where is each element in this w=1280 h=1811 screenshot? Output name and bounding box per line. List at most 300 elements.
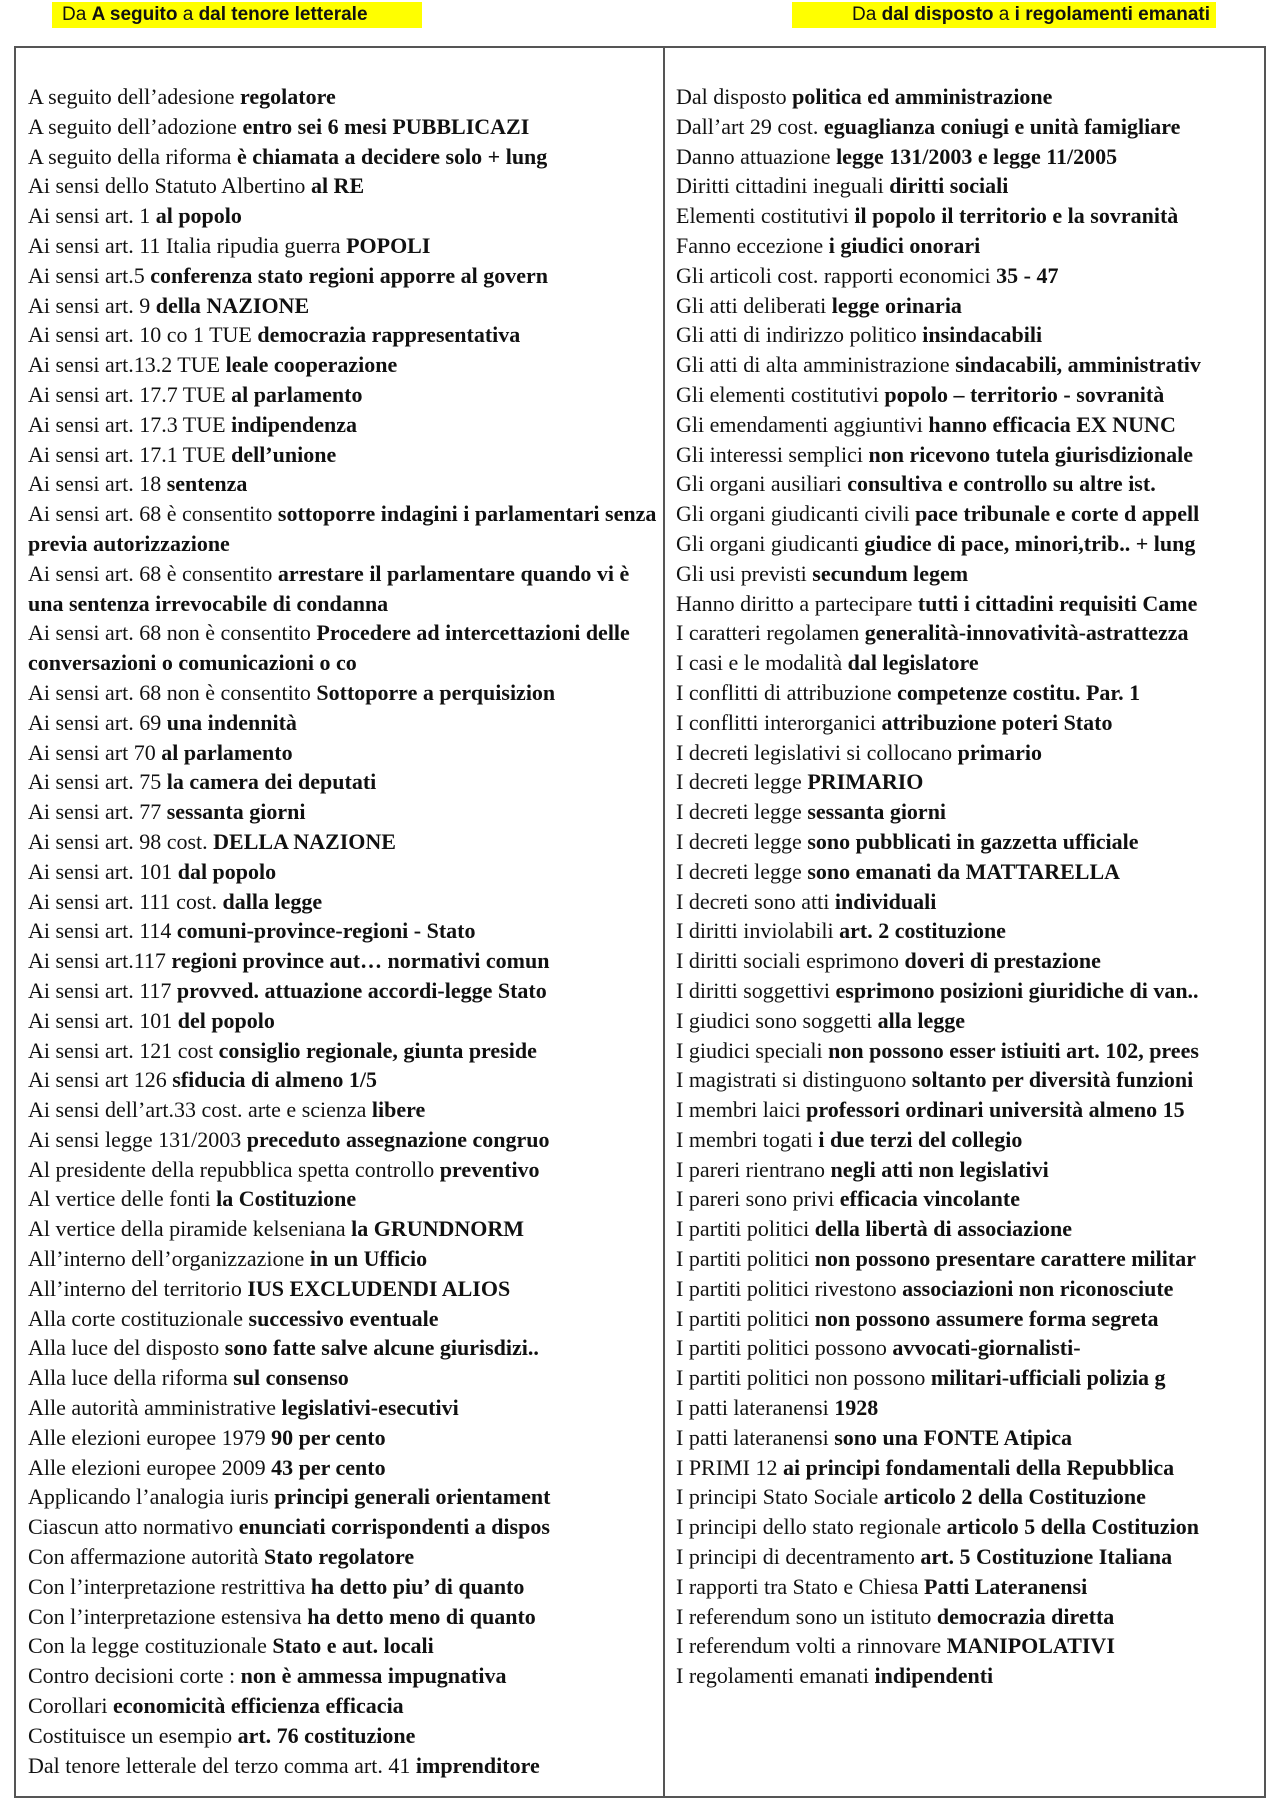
header-range-right: [792, 2, 1216, 28]
entry-row: [28, 82, 658, 112]
entry-question: I diritti inviolabili: [676, 918, 840, 944]
entry-row: [676, 1006, 1264, 1036]
entry-answer: diritti sociali: [889, 173, 1009, 199]
entry-answer: in un Ufficio: [309, 1246, 428, 1272]
entry-row: [28, 946, 658, 976]
entry-question: I referendum sono un istituto: [676, 1603, 937, 1629]
entry-question: Gli elementi costitutivi: [676, 381, 885, 407]
entry-row: [28, 1006, 658, 1036]
entry-answer: comuni-province-regioni - Stato: [176, 918, 476, 944]
entry-row: [676, 857, 1264, 887]
entry-question: Gli usi previsti: [676, 560, 813, 586]
entry-answer: articolo 5 della Costituzion: [946, 1514, 1200, 1540]
entry-question: A seguito dell’adesione: [28, 84, 241, 109]
entry-answer: sfiducia di almeno 1/5: [172, 1067, 377, 1093]
entry-answer: una indennità: [166, 709, 297, 735]
entry-question: Ai sensi legge 131/2003: [28, 1126, 247, 1152]
entry-question: Ai sensi art. 17.7 TUE: [28, 381, 232, 407]
entry-row: [28, 1512, 658, 1542]
entry-answer: Sottoporre a perquisizion: [316, 679, 556, 705]
entry-answer: libere: [371, 1097, 426, 1123]
header-left-mid: a: [177, 4, 199, 25]
entry-question: I membri togati: [676, 1126, 819, 1152]
entry-question: Ai sensi art. 11 Italia ripudia guerra: [28, 232, 347, 258]
entry-question: Al vertice delle fonti: [28, 1186, 217, 1212]
entry-row: [28, 1631, 658, 1661]
entry-row: [28, 231, 658, 261]
entry-question: Ai sensi art. 9: [28, 292, 156, 318]
entry-answer: leale cooperazione: [225, 352, 398, 378]
entry-row: [676, 887, 1264, 917]
entry-question: Con l’interpretazione estensiva: [28, 1603, 308, 1629]
entry-row: [28, 1036, 658, 1066]
entry-row: [676, 1482, 1264, 1512]
entry-question: Ai sensi dell’art.33 cost. arte e scienza: [28, 1097, 372, 1123]
right-column: [676, 82, 1264, 1691]
entry-question: Ai sensi art. 114: [28, 918, 177, 944]
entry-answer: sono fatte salve alcune giurisdizi..: [224, 1335, 539, 1361]
entry-answer: Procedere ad intercettazioni delle conversazioni o comunicazioni o co: [28, 620, 630, 676]
entry-question: I partiti politici non possono: [676, 1365, 931, 1391]
entry-answer: competenze costitu. Par. 1: [897, 679, 1141, 705]
entry-question: I magistrati si distinguono: [676, 1067, 912, 1093]
header-left-from: A seguito: [91, 4, 178, 25]
entry-answer: primario: [957, 739, 1042, 765]
entry-answer: i giudici onorari: [828, 232, 981, 258]
header-left-to: dal tenore letterale: [198, 4, 368, 25]
entry-answer: generalità-innovatività-astrattezza: [864, 620, 1189, 646]
entry-answer: preceduto assegnazione congruo: [246, 1126, 550, 1152]
entry-row: [28, 1542, 658, 1572]
entry-question: I caratteri regolamen: [676, 620, 865, 646]
entry-question: Corollari: [28, 1693, 113, 1719]
entry-answer: è chiamata a decidere solo + lung: [236, 143, 548, 169]
entry-question: Ai sensi art. 111 cost.: [28, 888, 223, 914]
entry-answer: non è ammessa impugnativa: [240, 1663, 507, 1689]
entry-row: [28, 559, 658, 619]
entry-row: [28, 916, 658, 946]
entry-question: Con la legge costituzionale: [28, 1633, 273, 1659]
entry-answer: negli atti non legislativi: [830, 1156, 1049, 1182]
entry-row: [676, 1184, 1264, 1214]
entry-question: Ai sensi art. 69: [28, 709, 167, 735]
entry-question: Alle autorità amministrative: [28, 1395, 282, 1421]
entry-question: Dal tenore letterale del terzo comma art. 41: [28, 1752, 416, 1778]
entry-row: [676, 738, 1264, 768]
entry-row: [28, 380, 658, 410]
entry-answer: del popolo: [177, 1007, 275, 1033]
entry-row: [28, 261, 658, 291]
entry-row: [676, 1363, 1264, 1393]
entry-row: [28, 201, 658, 231]
entry-question: Gli articoli cost. rapporti economici: [676, 262, 997, 288]
entry-row: [28, 827, 658, 857]
entry-row: [676, 1393, 1264, 1423]
entry-row: [676, 440, 1264, 470]
header-range-left: [52, 2, 422, 28]
entry-question: I patti lateranensi: [676, 1424, 835, 1450]
entry-question: Alla luce della riforma: [28, 1365, 234, 1391]
entry-row: [676, 201, 1264, 231]
entry-row: [28, 1482, 658, 1512]
entry-answer: individuali: [834, 888, 937, 914]
entry-answer: doveri di prestazione: [904, 948, 1101, 974]
entry-row: [676, 112, 1264, 142]
entry-answer: legislativi-esecutivi: [281, 1395, 459, 1421]
entry-question: I conflitti interorganici: [676, 709, 882, 735]
entry-question: I membri laici: [676, 1097, 807, 1123]
entry-question: Fanno eccezione: [676, 232, 829, 258]
column-divider: [663, 48, 665, 1796]
entry-row: [676, 946, 1264, 976]
entry-answer: ha detto meno di quanto: [307, 1603, 536, 1629]
entry-row: [676, 976, 1264, 1006]
entry-question: Al presidente della repubblica spetta controllo: [28, 1156, 440, 1182]
entry-answer: ai principi fondamentali della Repubblica: [782, 1454, 1175, 1480]
entry-question: Alla corte costituzionale: [28, 1305, 249, 1331]
entry-question: Gli organi ausiliari: [676, 471, 848, 497]
entry-row: [676, 618, 1264, 648]
entry-answer: dalla legge: [222, 888, 323, 914]
entry-row: [676, 499, 1264, 529]
header-right-from: dal disposto: [881, 4, 994, 25]
entry-row: [676, 320, 1264, 350]
entry-question: Ai sensi art.117: [28, 948, 172, 974]
entry-answer: sottoporre indagini i parlamentari senza previa autorizzazione: [28, 501, 657, 556]
entry-row: [28, 767, 658, 797]
entry-answer: 90 per cento: [271, 1424, 386, 1450]
entry-row: [28, 1333, 658, 1363]
entry-row: [676, 1333, 1264, 1363]
entry-row: [28, 1691, 658, 1721]
entry-row: [28, 1572, 658, 1602]
entry-row: [676, 350, 1264, 380]
entry-question: Gli organi giudicanti: [676, 530, 865, 556]
entry-answer: sono pubblicati in gazzetta ufficiale: [807, 828, 1139, 854]
entry-question: I decreti legislativi si collocano: [676, 739, 958, 765]
entry-row: [676, 708, 1264, 738]
entry-answer: al parlamento: [161, 739, 293, 765]
entry-row: [28, 469, 658, 499]
entry-answer: regolatore: [240, 84, 336, 109]
entry-row: [28, 797, 658, 827]
entry-answer: conferenza stato regioni apporre al govern: [150, 262, 548, 288]
entry-row: [676, 291, 1264, 321]
entry-question: Gli atti di alta amministrazione: [676, 352, 956, 378]
entry-answer: Stato regolatore: [264, 1544, 415, 1570]
entry-question: I referendum volti a rinnovare: [676, 1633, 947, 1659]
entry-row: [676, 1602, 1264, 1632]
entry-answer: art. 2 costituzione: [839, 918, 1006, 944]
entry-question: Ai sensi art. 68 è consentito: [28, 501, 278, 527]
entry-question: Ai sensi art. 68 non è consentito: [28, 620, 317, 646]
entry-row: [676, 1423, 1264, 1453]
entry-row: [676, 1214, 1264, 1244]
entry-row: [676, 1661, 1264, 1691]
entry-question: Ai sensi art. 17.1 TUE: [28, 441, 232, 467]
entry-row: [676, 648, 1264, 678]
entry-answer: democrazia rappresentativa: [257, 322, 521, 348]
entry-row: [676, 827, 1264, 857]
entry-question: I pareri rientrano: [676, 1156, 831, 1182]
entry-answer: indipendenti: [874, 1663, 994, 1689]
entry-answer: della NAZIONE: [155, 292, 310, 318]
entry-row: [28, 1393, 658, 1423]
entry-question: I diritti soggettivi: [676, 977, 836, 1003]
entry-row: [676, 559, 1264, 589]
entry-row: [28, 440, 658, 470]
entry-row: [28, 1363, 658, 1393]
entry-row: [676, 1155, 1264, 1185]
entry-question: Ai sensi art. 117: [28, 977, 177, 1003]
entry-row: [28, 1184, 658, 1214]
entry-row: [28, 1602, 658, 1632]
entry-question: All’interno dell’organizzazione: [28, 1246, 310, 1272]
entry-question: I decreti legge: [676, 799, 808, 825]
entry-question: I partiti politici: [676, 1216, 815, 1242]
entry-answer: imprenditore: [415, 1752, 540, 1778]
entry-row: [28, 142, 658, 172]
entry-answer: ha detto piu’ di quanto: [310, 1573, 525, 1599]
entry-answer: esprimono posizioni giuridiche di van..: [835, 977, 1199, 1003]
entry-question: Applicando l’analogia iuris: [28, 1484, 275, 1510]
entry-row: [676, 1125, 1264, 1155]
entry-answer: politica ed amministrazione: [792, 84, 1053, 109]
entry-answer: associazioni non riconosciute: [902, 1275, 1174, 1301]
entry-answer: al parlamento: [231, 381, 363, 407]
entry-answer: professori ordinari università almeno 15: [806, 1097, 1185, 1123]
entry-answer: secundum legem: [812, 560, 969, 586]
entry-question: I principi di decentramento: [676, 1544, 921, 1570]
entry-question: Ciascun atto normativo: [28, 1514, 239, 1540]
entry-question: I giudici speciali: [676, 1037, 829, 1063]
entry-question: Ai sensi art. 77: [28, 799, 167, 825]
entry-row: [28, 171, 658, 201]
entry-answer: la Costituzione: [216, 1186, 357, 1212]
entry-answer: i due terzi del collegio: [818, 1126, 1023, 1152]
entry-question: I rapporti tra Stato e Chiesa: [676, 1573, 925, 1599]
header-left-prefix: Da: [62, 4, 92, 25]
entry-answer: sul consenso: [233, 1365, 349, 1391]
entry-question: Ai sensi art 70: [28, 739, 162, 765]
entry-row: [676, 529, 1264, 559]
entry-question: I principi dello stato regionale: [676, 1514, 947, 1540]
entry-answer: enunciati corrispondenti a dispos: [238, 1514, 550, 1540]
header-right-prefix: Da: [852, 4, 882, 25]
entry-question: I principi Stato Sociale: [676, 1484, 884, 1510]
entry-answer: PRIMARIO: [807, 769, 924, 795]
entry-answer: entro sei 6 mesi PUBBLICAZI: [242, 113, 530, 139]
entry-row: [28, 857, 658, 887]
entry-answer: tutti i cittadini requisiti Came: [917, 590, 1198, 616]
entry-answer: legge orinaria: [831, 292, 962, 318]
entry-answer: MANIPOLATIVI: [946, 1633, 1115, 1659]
entry-question: A seguito della riforma: [28, 143, 237, 169]
entry-row: [676, 767, 1264, 797]
entry-answer: principi generali orientament: [274, 1484, 551, 1510]
entry-row: [28, 976, 658, 1006]
entry-row: [28, 350, 658, 380]
entry-question: Ai sensi art.13.2 TUE: [28, 352, 226, 378]
entry-question: Alla luce del disposto: [28, 1335, 225, 1361]
entry-row: [28, 1304, 658, 1334]
entry-answer: consultiva e controllo su altre ist.: [847, 471, 1156, 497]
entry-question: I diritti sociali esprimono: [676, 948, 905, 974]
entry-question: Al vertice della piramide kelseniana: [28, 1216, 352, 1242]
entry-row: [676, 1453, 1264, 1483]
entry-answer: non possono esser istiuiti art. 102, prees: [828, 1037, 1199, 1063]
entry-question: Ai sensi art. 10 co 1 TUE: [28, 322, 258, 348]
entry-question: I PRIMI 12: [676, 1454, 783, 1480]
entry-answer: economicità efficienza efficacia: [112, 1693, 404, 1719]
entry-question: Con l’interpretazione restrittiva: [28, 1573, 311, 1599]
entry-question: Ai sensi art. 75: [28, 769, 167, 795]
entry-question: Ai sensi art. 101: [28, 858, 178, 884]
entry-answer: DELLA NAZIONE: [213, 828, 396, 854]
entry-question: Diritti cittadini ineguali: [676, 173, 890, 199]
entry-answer: militari-ufficiali polizia g: [930, 1365, 1166, 1391]
entry-question: I decreti legge: [676, 769, 808, 795]
entry-row: [28, 1721, 658, 1751]
glossary-table: [14, 46, 1266, 1798]
entry-answer: 1928: [834, 1395, 879, 1421]
entry-answer: sessanta giorni: [166, 799, 306, 825]
entry-answer: avvocati-giornalisti-: [892, 1335, 1081, 1361]
entry-question: Gli organi giudicanti civili: [676, 501, 916, 527]
entry-question: Ai sensi art 126: [28, 1067, 173, 1093]
entry-question: Ai sensi art. 68 non è consentito: [28, 679, 317, 705]
entry-row: [28, 887, 658, 917]
entry-question: Ai sensi art. 17.3 TUE: [28, 411, 232, 437]
entry-answer: al popolo: [155, 203, 242, 229]
entry-row: [28, 1155, 658, 1185]
entry-answer: legge 131/2003 e legge 11/2005: [836, 143, 1118, 169]
entry-row: [676, 1036, 1264, 1066]
entry-row: [28, 291, 658, 321]
entry-row: [676, 261, 1264, 291]
entry-question: Gli interessi semplici: [676, 441, 869, 467]
entry-answer: art. 5 Costituzione Italiana: [920, 1544, 1173, 1570]
entry-answer: art. 76 costituzione: [237, 1722, 416, 1748]
entry-row: [28, 708, 658, 738]
entry-question: Gli atti deliberati: [676, 292, 832, 318]
entry-row: [28, 738, 658, 768]
entry-answer: arrestare il parlamentare quando vi è una sentenza irrevocabile di condanna: [28, 560, 630, 616]
entry-question: I conflitti di attribuzione: [676, 679, 898, 705]
entry-row: [28, 1214, 658, 1244]
entry-answer: IUS EXCLUDENDI ALIOS: [247, 1275, 511, 1301]
entry-answer: attribuzione poteri Stato: [881, 709, 1113, 735]
entry-question: I partiti politici possono: [676, 1335, 893, 1361]
entry-answer: della libertà di associazione: [814, 1216, 1072, 1242]
entry-answer: efficacia vincolante: [839, 1186, 1020, 1212]
entry-answer: dal legislatore: [847, 650, 979, 676]
entry-row: [676, 916, 1264, 946]
entry-row: [28, 499, 658, 559]
entry-row: [28, 678, 658, 708]
entry-answer: la camera dei deputati: [166, 769, 377, 795]
entry-answer: non possono assumere forma segreta: [814, 1305, 1159, 1331]
entry-question: Dal disposto: [676, 84, 793, 109]
header-right-mid: a: [993, 4, 1015, 25]
entry-row: [28, 1751, 658, 1781]
entry-question: Dall’art 29 cost.: [676, 113, 824, 139]
entry-answer: democrazia diretta: [936, 1603, 1115, 1629]
entry-question: I regolamenti emanati: [676, 1663, 875, 1689]
entry-answer: non possono presentare carattere militar: [814, 1246, 1196, 1272]
entry-question: Ai sensi dello Statuto Albertino: [28, 173, 311, 199]
entry-answer: Stato e aut. locali: [272, 1633, 434, 1659]
entry-question: Costituisce un esempio: [28, 1722, 238, 1748]
entry-answer: eguaglianza coniugi e unità famigliare: [823, 113, 1181, 139]
entry-question: All’interno del territorio: [28, 1275, 248, 1301]
entry-question: Alle elezioni europee 1979: [28, 1424, 272, 1450]
entry-row: [676, 1512, 1264, 1542]
entry-row: [676, 1304, 1264, 1334]
entry-row: [28, 1065, 658, 1095]
entry-row: [676, 1542, 1264, 1572]
entry-row: [676, 142, 1264, 172]
entry-answer: 43 per cento: [271, 1454, 386, 1480]
entry-answer: provved. attuazione accordi-legge Stato: [176, 977, 547, 1003]
entry-answer: sentenza: [166, 471, 248, 497]
entry-row: [28, 1244, 658, 1274]
entry-question: Hanno diritto a partecipare: [676, 590, 918, 616]
entry-answer: Patti Lateranensi: [924, 1573, 1088, 1599]
entry-answer: la GRUNDNORM: [351, 1216, 525, 1242]
entry-question: Gli atti di indirizzo politico: [676, 322, 923, 348]
entry-question: Ai sensi art. 101: [28, 1007, 178, 1033]
header-right-to: i regolamenti emanati: [1014, 4, 1210, 25]
entry-answer: POPOLI: [346, 232, 431, 258]
entry-row: [676, 469, 1264, 499]
entry-row: [676, 1274, 1264, 1304]
entry-question: I casi e le modalità: [676, 650, 848, 676]
entry-row: [676, 1095, 1264, 1125]
entry-row: [676, 1572, 1264, 1602]
entry-question: I partiti politici: [676, 1305, 815, 1331]
entry-row: [676, 1244, 1264, 1274]
entry-question: Ai sensi art.5: [28, 262, 151, 288]
entry-question: Ai sensi art. 1: [28, 203, 156, 229]
entry-row: [28, 618, 658, 678]
entry-row: [676, 1065, 1264, 1095]
entry-answer: regioni province aut… normativi comun: [171, 948, 550, 974]
entry-answer: sindacabili, amministrativ: [955, 352, 1201, 378]
entry-answer: sono una FONTE Atipica: [834, 1424, 1072, 1450]
entry-question: Ai sensi art. 98 cost.: [28, 828, 214, 854]
entry-question: Con affermazione autorità: [28, 1544, 264, 1570]
entry-question: I decreti legge: [676, 858, 808, 884]
entry-answer: sessanta giorni: [807, 799, 947, 825]
entry-question: I patti lateranensi: [676, 1395, 835, 1421]
entry-answer: indipendenza: [231, 411, 358, 437]
entry-row: [676, 82, 1264, 112]
entry-question: Danno attuazione: [676, 143, 837, 169]
entry-question: Contro decisioni corte :: [28, 1663, 241, 1689]
entry-question: Ai sensi art. 18: [28, 471, 167, 497]
entry-row: [676, 797, 1264, 827]
entry-answer: articolo 2 della Costituzione: [883, 1484, 1146, 1510]
entry-question: Gli emendamenti aggiuntivi: [676, 411, 929, 437]
entry-question: I giudici sono soggetti: [676, 1007, 878, 1033]
entry-answer: al RE: [310, 173, 365, 199]
entry-answer: preventivo: [439, 1156, 540, 1182]
entry-answer: pace tribunale e corte d appell: [915, 501, 1200, 527]
entry-answer: sono emanati da MATTARELLA: [807, 858, 1121, 884]
entry-row: [28, 112, 658, 142]
entry-answer: insindacabili: [922, 322, 1043, 348]
